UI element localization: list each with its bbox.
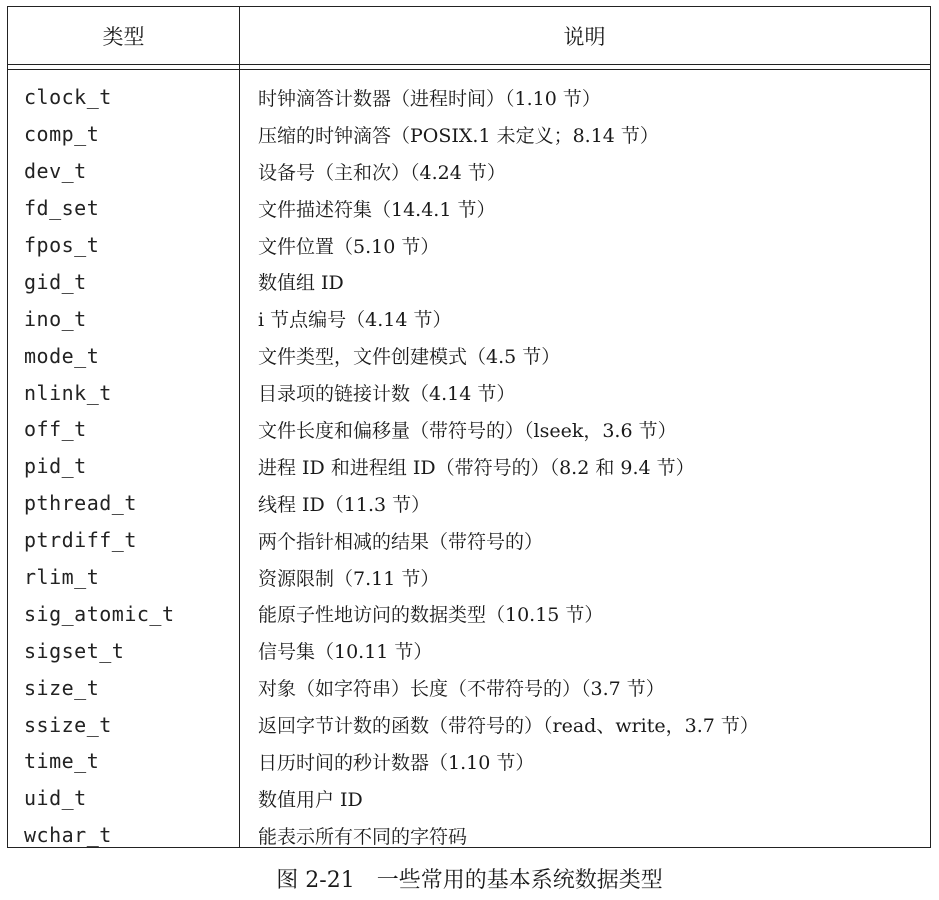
table-row <box>8 190 930 227</box>
description-cell: 能表示所有不同的字符码 <box>258 825 468 848</box>
description-cell: 进程 ID 和进程组 ID（带符号的）（8.2 和 9.4 节） <box>258 456 695 479</box>
table-row <box>8 79 930 116</box>
type-cell: pid_t <box>24 454 87 479</box>
type-cell: nlink_t <box>24 380 112 405</box>
table-row <box>8 559 930 596</box>
table-row <box>8 817 930 854</box>
table-header <box>8 7 930 65</box>
type-cell: uid_t <box>24 786 87 811</box>
type-cell: pthread_t <box>24 491 137 516</box>
table-row <box>8 595 930 632</box>
type-cell: ino_t <box>24 306 87 331</box>
description-cell: 文件类型，文件创建模式（4.5 节） <box>258 346 561 369</box>
header-double-rule <box>8 69 930 70</box>
description-cell: 文件描述符集（14.4.1 节） <box>258 198 496 221</box>
type-cell: gid_t <box>24 269 87 294</box>
description-cell: 对象（如字符串）长度（不带符号的）（3.7 节） <box>258 678 665 701</box>
table-row <box>8 337 930 374</box>
table-row <box>8 411 930 448</box>
type-cell: off_t <box>24 417 87 442</box>
description-cell: 两个指针相减的结果（带符号的） <box>258 530 544 553</box>
type-cell: size_t <box>24 675 100 700</box>
type-cell: fd_set <box>24 196 100 221</box>
type-cell: wchar_t <box>24 823 112 848</box>
description-cell: 设备号（主和次）（4.24 节） <box>258 161 506 184</box>
description-cell: 能原子性地访问的数据类型（10.15 节） <box>258 604 604 627</box>
type-cell: sigset_t <box>24 638 125 663</box>
table-row <box>8 227 930 264</box>
description-cell: 压缩的时钟滴答（POSIX.1 未定义；8.14 节） <box>258 124 659 147</box>
header-description: 说明 <box>563 24 606 49</box>
header-type: 类型 <box>102 24 145 49</box>
description-cell: 信号集（10.11 节） <box>258 641 433 664</box>
table-row <box>8 263 930 300</box>
table-row <box>8 780 930 817</box>
table-body <box>8 79 930 854</box>
description-cell: i 节点编号（4.14 节） <box>258 309 452 332</box>
table-row <box>8 706 930 743</box>
description-cell: 数值用户 ID <box>258 788 363 811</box>
description-cell: 返回字节计数的函数（带符号的）（read、write，3.7 节） <box>258 715 759 738</box>
type-cell: sig_atomic_t <box>24 601 175 626</box>
type-cell: dev_t <box>24 159 87 184</box>
table-row <box>8 448 930 485</box>
table-row <box>8 669 930 706</box>
type-cell: mode_t <box>24 343 100 368</box>
description-cell: 线程 ID（11.3 节） <box>258 493 431 516</box>
type-cell: rlim_t <box>24 565 100 590</box>
table-row <box>8 153 930 190</box>
figure-caption: 图 2-21 一些常用的基本系统数据类型 <box>276 868 663 893</box>
description-cell: 文件长度和偏移量（带符号的）（lseek，3.6 节） <box>258 419 677 442</box>
data-types-table <box>7 6 931 848</box>
type-cell: ptrdiff_t <box>24 528 137 553</box>
type-cell: fpos_t <box>24 233 100 257</box>
description-cell: 时钟滴答计数器（进程时间）（1.10 节） <box>258 87 601 110</box>
table-row <box>8 743 930 780</box>
type-cell: time_t <box>24 749 100 774</box>
description-cell: 资源限制（7.11 节） <box>258 567 440 590</box>
description-cell: 文件位置（5.10 节） <box>258 235 440 258</box>
description-cell: 数值组 ID <box>258 272 344 295</box>
description-cell: 目录项的链接计数（4.14 节） <box>258 383 516 406</box>
table-row <box>8 116 930 153</box>
description-cell: 日历时间的秒计数器（1.10 节） <box>258 751 535 774</box>
table-row <box>8 485 930 522</box>
type-cell: ssize_t <box>24 712 112 737</box>
table-row <box>8 300 930 337</box>
table-row <box>8 522 930 559</box>
table-row <box>8 374 930 411</box>
type-cell: clock_t <box>24 85 112 110</box>
table-row <box>8 632 930 669</box>
type-cell: comp_t <box>24 122 100 147</box>
